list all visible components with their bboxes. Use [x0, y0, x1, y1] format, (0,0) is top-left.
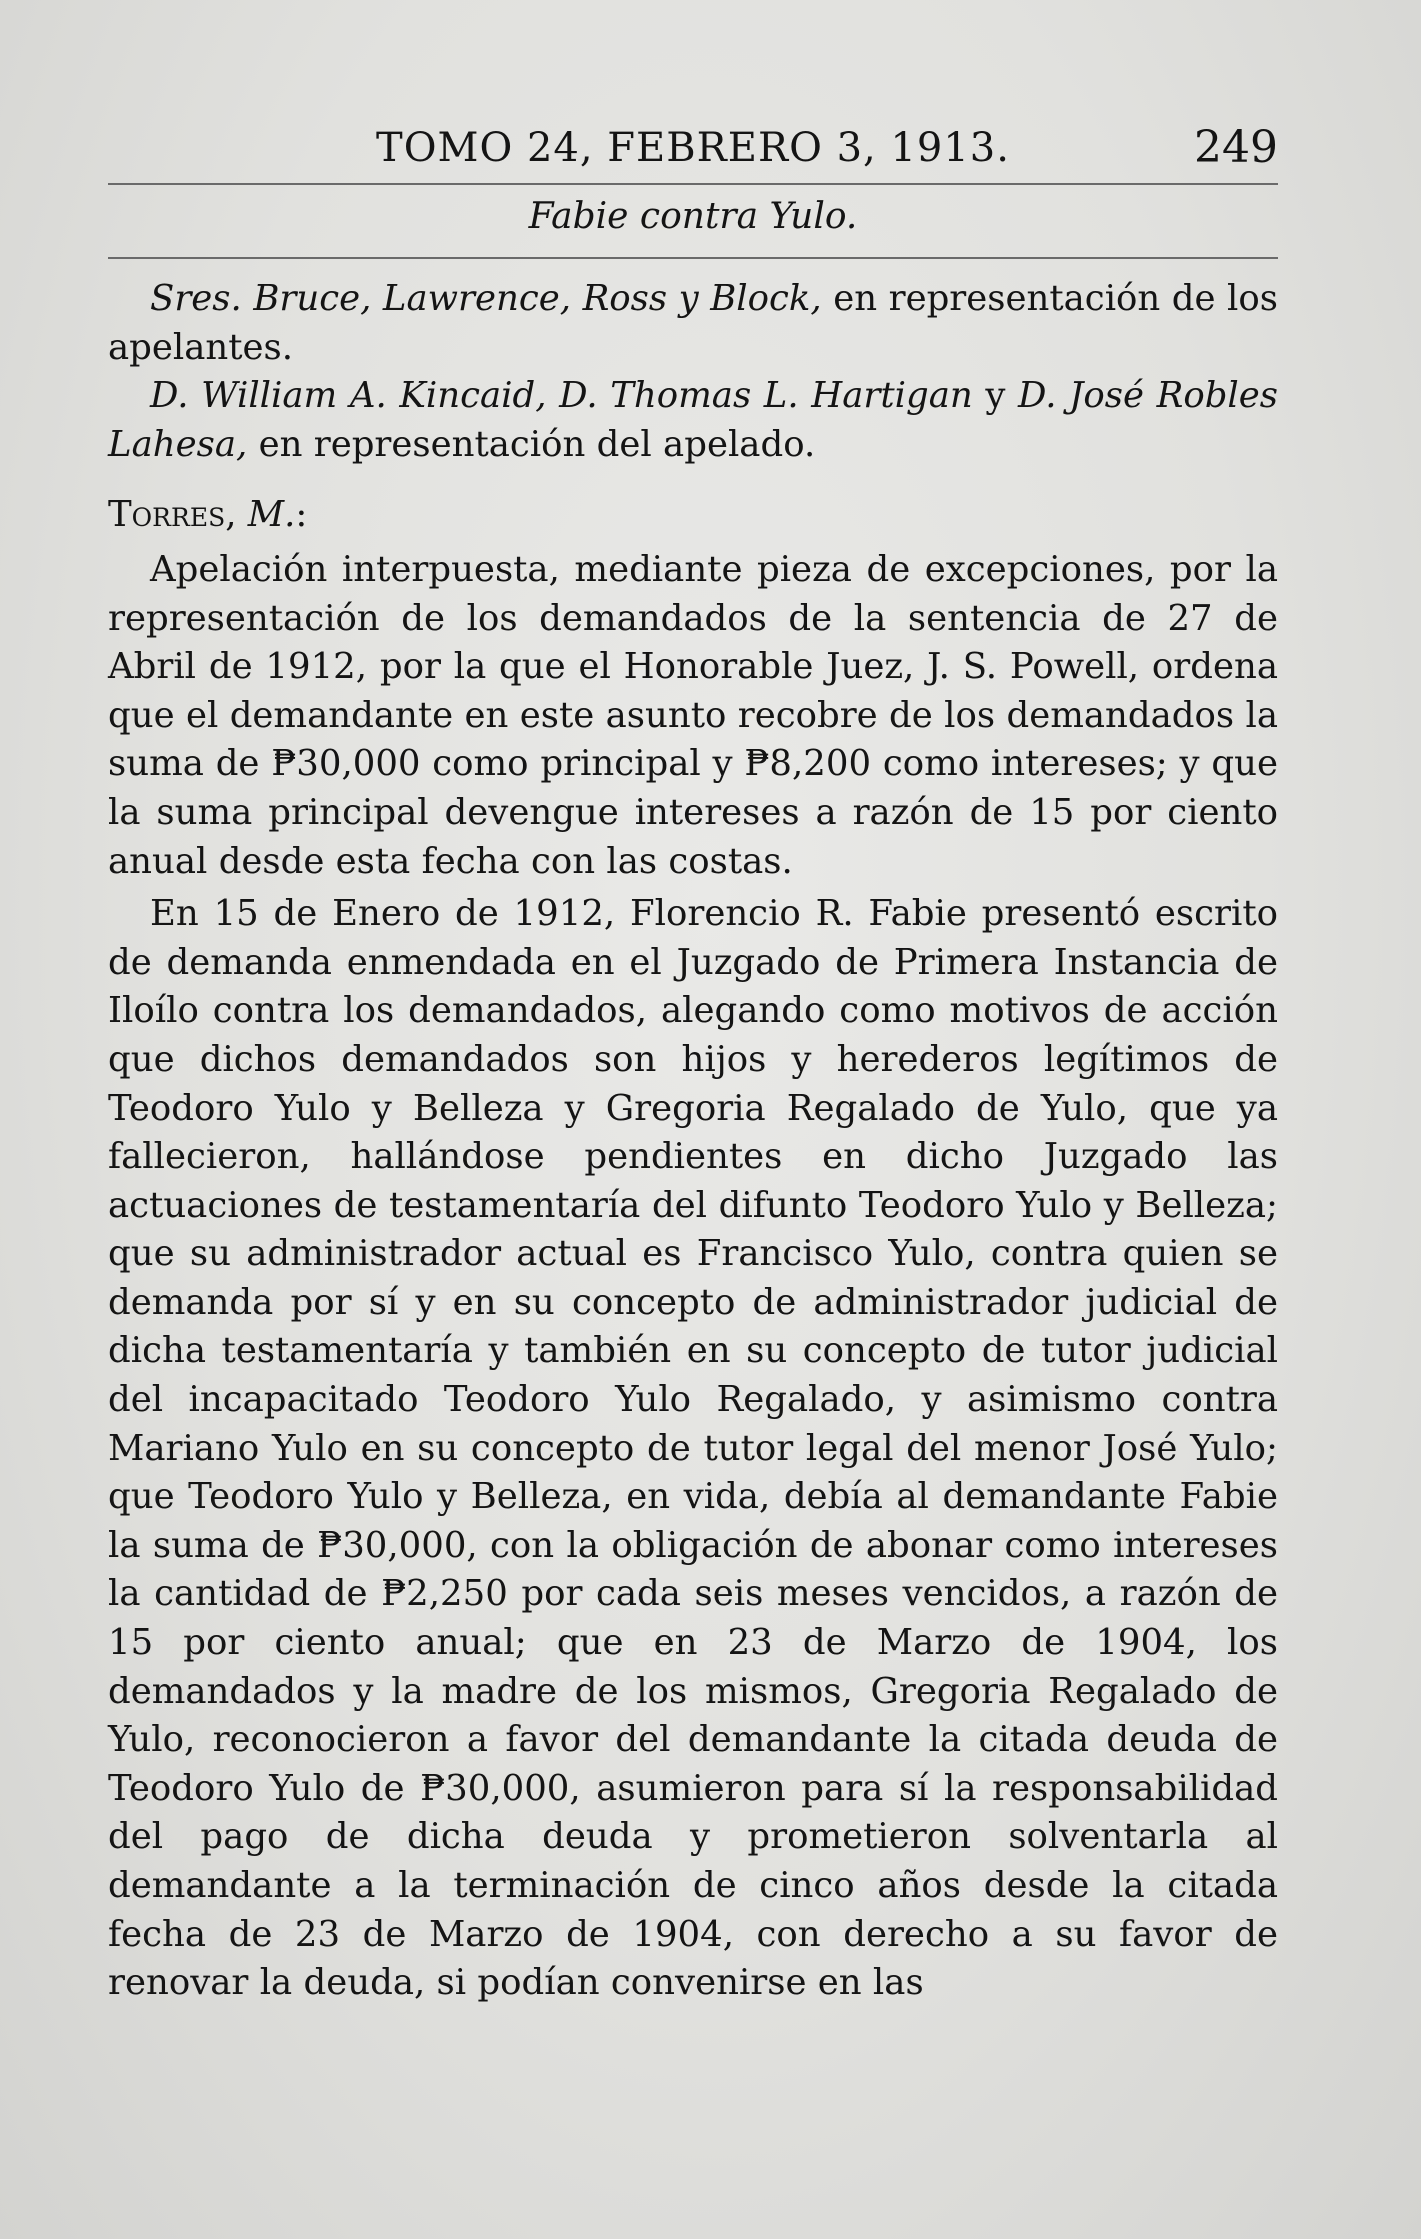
- appellee-names-2: D. José Robles Lahesa,: [108, 375, 1278, 465]
- paragraph: En 15 de Enero de 1912, Florencio R. Fabie presentó escrito de demanda enmendada en el Juzgado de Primera Instancia de Iloílo contra los demandados, alegando como motivos de acción que dichos demandados son hijos y herederos legítimos de Teodoro Yulo y Belleza y Gregoria Regalado de Yulo, que ya fallecieron, hallándose pendientes en dicho Juzgado las actuaciones de testamentaría del difunto Teodoro Yulo y Belleza; que su administrador actual es Francisco Yulo, contra quien se demanda por sí y en su concepto de administrador judicial de dicha testamentaría y también en su concepto de tutor judicial del incapacitado Teodoro Yulo Regalado, y asimismo contra Mariano Yulo en su concepto de tutor legal del menor José Yulo; que Teodoro Yulo y Belleza, en vida, debía al demandante Fabie la suma de ₱30,000, con la obligación de abonar como intereses la cantidad de ₱2,250 por cada seis meses vencidos, a razón de 15 por ciento anual; que en 23 de Marzo de 1904, los demandados y la madre de los mismos, Gregoria Regalado de Yulo, reconocieron a favor del demandante la citada deuda de Teodoro Yulo de ₱30,000, asumieron para sí la responsabilidad del pago de dicha deuda y prometieron solventarla al demandante a la terminación de cinco años desde la citada fecha de 23 de Marzo de 1904, con derecho a su favor de renovar la deuda, si podían convenirse en las: [108, 893, 1278, 2004]
- counsel-appellants: [108, 275, 1278, 372]
- paragraph: Apelación interpuesta, mediante pieza de excepciones, por la representación de los demandados de la sentencia de 27 de Abril de 1912, por la que el Honorable Juez, J. S. Powell, ordena que el demandante en este asunto recobre de los demandados la suma de ₱30,000 como principal y ₱8,200 como intereses; y que la suma principal devengue intereses a razón de 15 por ciento anual desde esta fecha con las costas.: [108, 548, 1278, 882]
- appellants-names: Sres. Bruce, Lawrence, Ross y Block,: [150, 278, 822, 319]
- judge-line: Torres, M.:: [108, 494, 308, 536]
- appellee-joiner: y: [972, 375, 1019, 417]
- judge-title: M.: [247, 494, 296, 536]
- running-title: TOMO 24, FEBRERO 3, 1913.: [376, 125, 1010, 171]
- appellee-text: en representación del apelado.: [247, 423, 816, 465]
- counsel-appellee: [108, 372, 1278, 469]
- appellants-text: en representación de los apelantes.: [108, 278, 1278, 368]
- body-text: [108, 275, 1278, 2008]
- case-title: Fabie contra Yulo.: [528, 196, 858, 237]
- appellee-names: D. William A. Kincaid, D. Thomas L. Hartigan: [150, 375, 973, 417]
- page-number: 249: [1194, 122, 1278, 173]
- header-rule-bottom: [108, 257, 1278, 259]
- judge-name: Torres: [108, 494, 226, 536]
- running-head: [108, 120, 1278, 180]
- judge-colon: :: [295, 494, 308, 536]
- header-rule-top: [108, 183, 1278, 185]
